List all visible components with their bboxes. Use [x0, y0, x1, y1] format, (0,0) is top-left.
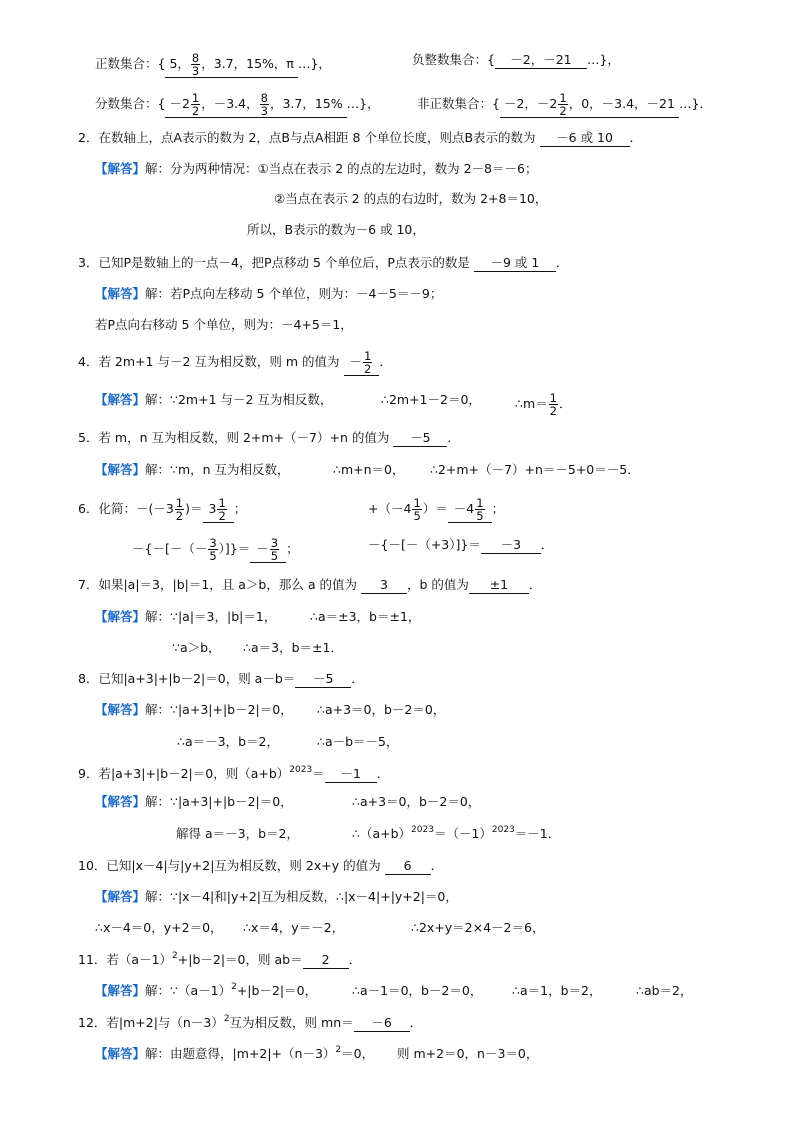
- solution-tag: 【解答】: [95, 609, 146, 624]
- solution-tag: 【解答】: [95, 392, 146, 407]
- q7-solution-3: ∵a＞b，: [172, 640, 221, 655]
- q7-question: 7．如果|a|＝3，|b|＝1，且 a＞b，那么 a 的值为: [78, 577, 357, 592]
- positive-set-label: 正数集合：{: [95, 56, 166, 71]
- solution-tag: 【解答】: [95, 1046, 146, 1061]
- q4-solution: 【解答】解：∵2m+1 与－2 互为相反数，: [95, 392, 333, 407]
- q8-solution-4: ∴a－b＝－5，: [317, 734, 399, 749]
- q5-solution: 【解答】解：∵m，n 互为相反数，: [95, 462, 290, 477]
- q4-question: 4．若 2m+1 与－2 互为相反数，则 m 的值为: [78, 354, 340, 369]
- q6-answer-2: －4 $\frac{1}{5}$: [448, 497, 492, 523]
- q12-solution: 【解答】解：由题意得，$|m+2|+(n-3)^2=0$，: [95, 1045, 375, 1061]
- q9-stem: 9．若|a+3|+|b－2|＝0，则$(a+b)^{2023}= -1$ ．: [78, 765, 390, 781]
- q5-question: 5．若 m，n 互为相反数，则 2+m+（－7）+n 的值为: [78, 430, 390, 445]
- q8-question: 8．已知|a+3|+|b－2|＝0，则 a－b＝: [78, 671, 296, 686]
- q7-solution: 【解答】解：∵|a|＝3，|b|＝1，: [95, 609, 277, 624]
- q6-expr-4: －{－[－（+3）]}＝ －3 ．: [368, 537, 554, 552]
- q11-stem: 11．若$(a-1)^2+|b-2|=0$，则 ab＝ 2 ．: [78, 951, 362, 967]
- q3-solution-1: 【解答】解：若P点向左移动 5 个单位，则为：－4－5＝－9；: [95, 286, 443, 301]
- q11-solution-3: ∴a＝1，b＝2，: [512, 983, 602, 998]
- non-positive-set-line: 非正数集合：{ －2，－2 $\frac{1}{2}$ ，0，－3.4，－21 …}．: [417, 91, 712, 118]
- negative-integer-set-line: 负整数集合：{ －2，－21 …}，: [412, 52, 620, 67]
- q2-question: 2．在数轴上，点A表示的数为 2，点B与点A相距 8 个单位长度，则点B表示的数为: [78, 130, 536, 145]
- q6-expr-2: +（－4 $\frac{1}{5}$ ）＝ －4 $\frac{1}{5}$ ；: [368, 496, 505, 523]
- q5-solution-2: ∴m+n＝0，: [333, 462, 405, 477]
- q2-solution-2: ②当点在表示 2 的点的右边时，数为 2+8＝10，: [274, 191, 548, 206]
- q3-stem: 3．已知P是数轴上的一点－4，把P点移动 5 个单位后，P点表示的数是 －9 或 1 ．: [78, 255, 569, 270]
- q7-answer-b: ±1: [469, 577, 529, 594]
- q9-solution: 【解答】解：∵|a+3|+|b－2|＝0，: [95, 794, 293, 809]
- q5-stem: 5．若 m，n 互为相反数，则 2+m+（－7）+n 的值为 －5 ．: [78, 430, 460, 445]
- q11-question: 11．若（a－1）: [78, 952, 173, 967]
- q5-solution-3: ∴2+m+（－7）+n＝－5+0＝－5．: [430, 462, 640, 477]
- q4-answer: － $\frac{1}{2}$: [344, 350, 380, 376]
- q3-answer: －9 或 1: [474, 255, 556, 272]
- q9-solution-3: 解得 a＝－3，b＝2，: [176, 826, 299, 841]
- solution-tag: 【解答】: [95, 702, 146, 717]
- q8-solution-2: ∴a+3＝0，b－2＝0，: [317, 702, 446, 717]
- q10-answer: 6: [385, 858, 431, 875]
- q2-answer: －6 或 10: [540, 130, 630, 147]
- q8-answer: －5: [295, 671, 351, 688]
- q2-stem: 2．在数轴上，点A表示的数为 2，点B与点A相距 8 个单位长度，则点B表示的数为 －6 或 10 ．: [78, 130, 643, 145]
- q10-solution-3: ∴x＝4，y＝－2，: [243, 920, 345, 935]
- q6-question: 6．化简：－(－3: [78, 501, 174, 516]
- q6-expr-1: 6．化简：－(－3 $\frac{1}{2}$ )＝ 3 $\frac{1}{2}$ ；: [78, 496, 247, 523]
- q10-solution-2: ∴x－4＝0，y+2＝0，: [95, 920, 223, 935]
- solution-tag: 【解答】: [95, 161, 146, 176]
- negative-integer-set-answer: －2，－21: [495, 52, 587, 69]
- solution-tag: 【解答】: [95, 889, 146, 904]
- q7-solution-4: ∴a＝3，b＝±1．: [243, 640, 343, 655]
- q12-question: 12．若|m+2|与（n－3）: [78, 1015, 224, 1030]
- q4-solution-3: ∴m＝ $\frac{1}{2}$ ．: [515, 391, 572, 418]
- q7-answer-a: 3: [361, 577, 407, 594]
- solution-tag: 【解答】: [95, 794, 146, 809]
- fraction-set-label: 分数集合：{: [95, 96, 166, 111]
- q11-answer: 2: [303, 952, 349, 969]
- solution-tag: 【解答】: [95, 983, 146, 998]
- q10-question: 10．已知|x－4|与|y+2|互为相反数，则 2x+y 的值为: [78, 858, 381, 873]
- q9-solution-2: ∴a+3＝0，b－2＝0，: [352, 794, 481, 809]
- q10-solution: 【解答】解：∵|x－4|和|y+2|互为相反数，∴|x－4|+|y+2|＝0，: [95, 889, 458, 904]
- q4-solution-2: ∴2m+1－2＝0，: [381, 392, 481, 407]
- q11-solution-2: ∴a－1＝0，b－2＝0，: [352, 983, 483, 998]
- negative-integer-set-label: 负整数集合：{: [412, 52, 495, 67]
- non-positive-set-answer: －2，－2 $\frac{1}{2}$ ，0，－3.4，－21: [500, 92, 679, 118]
- q2-solution-3: 所以，B表示的数为－6 或 10，: [247, 222, 425, 237]
- q8-solution: 【解答】解：∵|a+3|+|b－2|＝0，: [95, 702, 293, 717]
- q3-question: 3．已知P是数轴上的一点－4，把P点移动 5 个单位后，P点表示的数是: [78, 255, 470, 270]
- q7-solution-2: ∴a＝±3，b＝±1，: [310, 609, 421, 624]
- non-positive-set-label: 非正数集合：{: [417, 96, 500, 111]
- fraction-set-line: 分数集合：{ －2 $\frac{1}{2}$ ，－3.4， $\frac{8}{3}$ ，3.7，15% …}，: [95, 91, 380, 118]
- q12-stem: 12．若|m+2|与$(n-3)^2$互为相反数，则 mn＝ －6 ．: [78, 1014, 423, 1030]
- q9-solution-4: $\therefore(a+b)^{2023}=(-1)^{2023}=-1$．: [352, 825, 561, 841]
- fraction-set-answer: －2 $\frac{1}{2}$ ，－3.4， $\frac{8}{3}$ ，3.7，15%: [165, 92, 346, 118]
- solution-tag: 【解答】: [95, 462, 146, 477]
- positive-set-line: 正数集合：{ 5， $\frac{8}{3}$ ，3.7，15%，π …}，: [95, 51, 331, 78]
- q7-stem: 7．如果|a|＝3，|b|＝1，且 a＞b，那么 a 的值为 3 ，b 的值为 ±1 ．: [78, 577, 542, 592]
- q6-answer-1: 3 $\frac{1}{2}$: [203, 497, 234, 523]
- q12-answer: －6: [354, 1015, 410, 1032]
- q2-solution-1: 【解答】解：分为两种情况：①当点在表示 2 的点的左边时，数为 2－8＝－6；: [95, 161, 538, 176]
- q10-stem: 10．已知|x－4|与|y+2|互为相反数，则 2x+y 的值为 6 ．: [78, 858, 444, 873]
- q12-solution-2: 则 m+2＝0，n－3＝0，: [397, 1046, 539, 1061]
- q6-answer-3: － $\frac{3}{5}$: [250, 537, 286, 563]
- solution-tag: 【解答】: [95, 286, 146, 301]
- positive-set-answer: 5， $\frac{8}{3}$ ，3.7，15%，π: [165, 52, 297, 78]
- q8-solution-3: ∴a＝－3，b＝2，: [177, 734, 279, 749]
- q6-expr-3: －{－[－（－ $\frac{3}{5}$ ）]}＝ － $\frac{3}{5}$ ；: [132, 536, 299, 563]
- q10-solution-4: ∴2x+y＝2×4－2＝6，: [411, 920, 545, 935]
- q9-answer: －1: [325, 766, 377, 783]
- q11-solution: 【解答】解：$\because(a-1)^2+|b-2|=0$，: [95, 982, 318, 998]
- q11-solution-4: ∴ab＝2，: [636, 983, 693, 998]
- q5-answer: －5: [393, 430, 447, 447]
- q4-stem: 4．若 2m+1 与－2 互为相反数，则 m 的值为 － $\frac{1}{2}$ ．: [78, 349, 392, 376]
- q8-stem: 8．已知|a+3|+|b－2|＝0，则 a－b＝ －5 ．: [78, 671, 364, 686]
- q3-solution-2: 若P点向右移动 5 个单位，则为：－4+5＝1，: [95, 317, 353, 332]
- q6-answer-4: －3: [481, 537, 541, 554]
- q9-question: 9．若|a+3|+|b－2|＝0，则（a+b）: [78, 766, 290, 781]
